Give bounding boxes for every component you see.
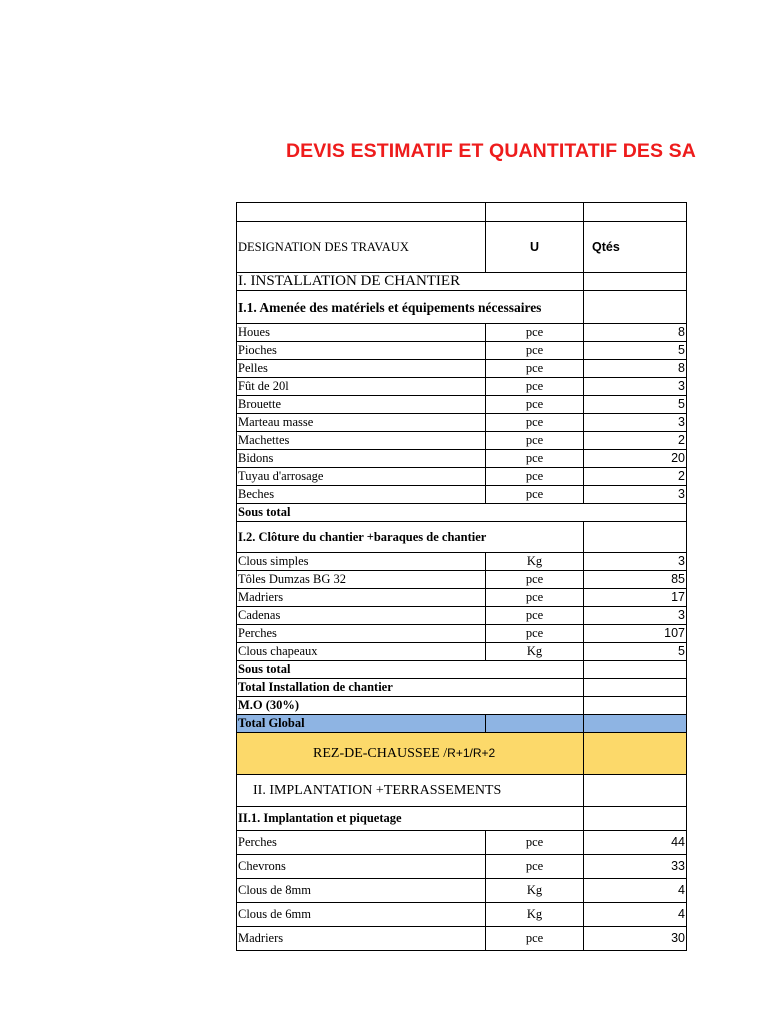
materials-item-row: [237, 396, 687, 414]
implantation-item-row: [237, 903, 687, 927]
item-name[interactable]: Pelles: [237, 360, 486, 378]
total-global-row: [237, 715, 687, 733]
item-name[interactable]: Madriers: [237, 927, 486, 951]
item-name[interactable]: Fût de 20l: [237, 378, 486, 396]
item-unit[interactable]: pce: [486, 855, 584, 879]
implantation-item-row: [237, 879, 687, 903]
item-name[interactable]: Beches: [237, 486, 486, 504]
unit-header[interactable]: U: [486, 222, 584, 273]
item-name[interactable]: Tuyau d'arrosage: [237, 468, 486, 486]
item-name[interactable]: Clous chapeaux: [237, 643, 486, 661]
fence-item-row: [237, 625, 687, 643]
subtotal-2-row: [237, 661, 687, 679]
item-unit[interactable]: pce: [486, 378, 584, 396]
item-qty[interactable]: 3: [584, 553, 687, 571]
item-unit[interactable]: pce: [486, 607, 584, 625]
subsection-implantation-title-row: [237, 807, 687, 831]
item-unit[interactable]: pce: [486, 468, 584, 486]
empty-header-row: [237, 203, 687, 222]
section-row: [237, 273, 687, 291]
total-installation[interactable]: Total Installation de chantier: [237, 679, 584, 697]
rdc-banner-row: [237, 733, 687, 775]
total-installation-row: [237, 679, 687, 697]
item-unit[interactable]: pce: [486, 342, 584, 360]
item-qty[interactable]: 85: [584, 571, 687, 589]
labour-cost[interactable]: M.O (30%): [237, 697, 584, 715]
item-unit[interactable]: pce: [486, 432, 584, 450]
item-qty[interactable]: 33: [584, 855, 687, 879]
item-unit[interactable]: Kg: [486, 903, 584, 927]
materials-item-row: [237, 450, 687, 468]
item-qty[interactable]: 44: [584, 831, 687, 855]
materials-item-row: [237, 360, 687, 378]
item-name[interactable]: Clous de 8mm: [237, 879, 486, 903]
item-qty[interactable]: 20: [584, 450, 687, 468]
item-name[interactable]: Marteau masse: [237, 414, 486, 432]
fence-item-row: [237, 553, 687, 571]
item-qty[interactable]: 8: [584, 360, 687, 378]
materials-item-row: [237, 324, 687, 342]
qty-header[interactable]: Qtés: [584, 222, 687, 273]
item-qty[interactable]: 4: [584, 879, 687, 903]
item-name[interactable]: Tôles Dumzas BG 32: [237, 571, 486, 589]
item-name[interactable]: Bidons: [237, 450, 486, 468]
item-unit[interactable]: pce: [486, 571, 584, 589]
item-unit[interactable]: pce: [486, 450, 584, 468]
item-qty[interactable]: 2: [584, 432, 687, 450]
item-qty[interactable]: 5: [584, 643, 687, 661]
subsection-row: [237, 291, 687, 324]
materials-item-row: [237, 342, 687, 360]
item-unit[interactable]: pce: [486, 486, 584, 504]
item-name[interactable]: Clous simples: [237, 553, 486, 571]
item-qty[interactable]: 4: [584, 903, 687, 927]
item-qty[interactable]: 3: [584, 607, 687, 625]
item-qty[interactable]: 3: [584, 378, 687, 396]
subsection-2-title-row: [237, 522, 687, 553]
total-global[interactable]: Total Global: [237, 715, 486, 733]
item-unit[interactable]: pce: [486, 324, 584, 342]
subtotal-1[interactable]: Sous total: [237, 504, 687, 522]
item-unit[interactable]: Kg: [486, 879, 584, 903]
item-name[interactable]: Houes: [237, 324, 486, 342]
item-qty[interactable]: 3: [584, 486, 687, 504]
materials-item-row: [237, 414, 687, 432]
fence-item-row: [237, 643, 687, 661]
item-qty[interactable]: 5: [584, 342, 687, 360]
item-qty[interactable]: 2: [584, 468, 687, 486]
section-implantation-title[interactable]: II. IMPLANTATION +TERRASSEMENTS: [237, 775, 584, 807]
materials-item-row: [237, 432, 687, 450]
item-name[interactable]: Machettes: [237, 432, 486, 450]
item-name[interactable]: Brouette: [237, 396, 486, 414]
implantation-item-row: [237, 831, 687, 855]
subsection-title[interactable]: I.1. Amenée des matériels et équipements nécessaires: [237, 291, 584, 324]
item-name[interactable]: Pioches: [237, 342, 486, 360]
subsection-implantation-title[interactable]: II.1. Implantation et piquetage: [237, 807, 584, 831]
materials-item-row: [237, 486, 687, 504]
fence-item-row: [237, 589, 687, 607]
section-installation-title[interactable]: I. INSTALLATION DE CHANTIER: [237, 273, 584, 291]
rdc-banner[interactable]: [237, 733, 584, 775]
subsection-2-title[interactable]: I.2. Clôture du chantier +baraques de chantier: [237, 522, 584, 553]
item-unit[interactable]: pce: [486, 414, 584, 432]
column-header-row: [237, 222, 687, 273]
implantation-item-row: [237, 855, 687, 879]
item-qty[interactable]: 5: [584, 396, 687, 414]
item-name[interactable]: Perches: [237, 831, 486, 855]
labour-cost-row: [237, 697, 687, 715]
item-unit[interactable]: pce: [486, 589, 584, 607]
rdc-label: REZ-DE-CHAUSSEE /: [313, 746, 448, 761]
fence-item-row: [237, 571, 687, 589]
materials-item-row: [237, 378, 687, 396]
subtotal-2[interactable]: Sous total: [237, 661, 584, 679]
item-qty[interactable]: 30: [584, 927, 687, 951]
subtotal-1-row: [237, 504, 687, 522]
item-qty[interactable]: 17: [584, 589, 687, 607]
item-unit[interactable]: pce: [486, 396, 584, 414]
designation-header[interactable]: DESIGNATION DES TRAVAUX: [237, 222, 486, 273]
implantation-item-row: [237, 927, 687, 951]
fence-item-row: [237, 607, 687, 625]
item-qty[interactable]: 107: [584, 625, 687, 643]
section-implantation-title-row: [237, 775, 687, 807]
item-name[interactable]: Clous de 6mm: [237, 903, 486, 927]
item-qty[interactable]: 3: [584, 414, 687, 432]
item-qty[interactable]: 8: [584, 324, 687, 342]
item-unit[interactable]: pce: [486, 927, 584, 951]
item-name[interactable]: Cadenas: [237, 607, 486, 625]
item-unit[interactable]: pce: [486, 360, 584, 378]
item-name[interactable]: Madriers: [237, 589, 486, 607]
materials-item-row: [237, 468, 687, 486]
item-name[interactable]: Perches: [237, 625, 486, 643]
item-unit[interactable]: pce: [486, 831, 584, 855]
item-unit[interactable]: Kg: [486, 643, 584, 661]
rdc-floors: R+1/R+2: [447, 746, 496, 760]
item-unit[interactable]: pce: [486, 625, 584, 643]
item-unit[interactable]: Kg: [486, 553, 584, 571]
document-title: DEVIS ESTIMATIF ET QUANTITATIF DES SA: [286, 140, 696, 162]
quote-table: [236, 202, 687, 951]
item-name[interactable]: Chevrons: [237, 855, 486, 879]
